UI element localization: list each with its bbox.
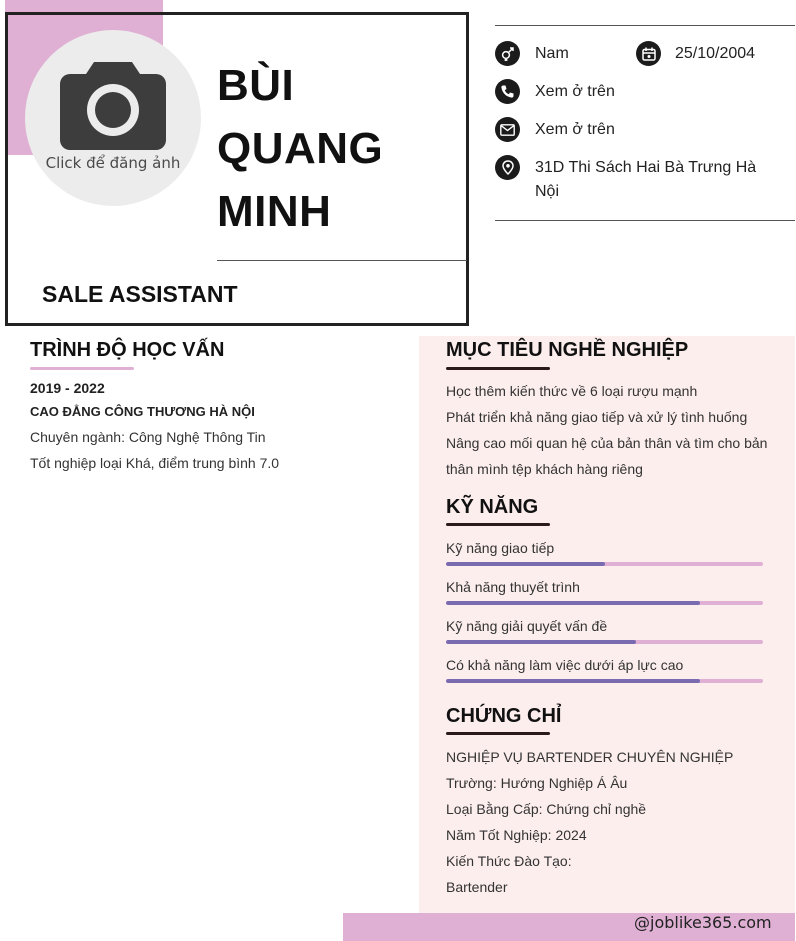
certificate-line: Loại Bằng Cấp: Chứng chỉ nghề — [446, 801, 647, 817]
contact-bottom-divider — [495, 220, 795, 221]
calendar-icon — [636, 41, 661, 66]
certificates-heading: CHỨNG CHỈ — [446, 705, 562, 727]
phone-value: Xem ở trên — [535, 83, 615, 100]
education-major: Chuyên ngành: Công Nghệ Thông Tin — [30, 429, 266, 445]
skill-label: Kỹ năng giải quyết vấn đề — [446, 618, 608, 634]
education-school: CAO ĐẲNG CÔNG THƯƠNG HÀ NỘI — [30, 404, 255, 419]
name-line: BÙI — [217, 61, 295, 110]
mail-icon — [495, 117, 520, 142]
job-title: SALE ASSISTANT — [42, 281, 238, 307]
camera-icon — [60, 58, 166, 150]
objective-heading: MỤC TIÊU NGHỀ NGHIỆP — [446, 339, 689, 361]
skill-bar-fill — [446, 640, 636, 644]
skill-label: Kỹ năng giao tiếp — [446, 540, 555, 556]
name-line: MINH — [217, 187, 332, 236]
phone-icon — [495, 79, 520, 104]
skill-bar — [446, 640, 763, 644]
education-years: 2019 - 2022 — [30, 380, 105, 396]
avatar-upload[interactable] — [25, 30, 201, 206]
skill-bar-fill — [446, 562, 605, 566]
skills-underline — [446, 523, 550, 526]
education-heading: TRÌNH ĐỘ HỌC VẤN — [30, 339, 225, 361]
certificate-line: Năm Tốt Nghiệp: 2024 — [446, 827, 587, 843]
contact-top-divider — [495, 25, 795, 26]
objective-underline — [446, 367, 550, 370]
education-underline — [30, 367, 134, 370]
skill-label: Có khả năng làm việc dưới áp lực cao — [446, 657, 684, 673]
location-icon — [495, 155, 520, 180]
skill-bar-fill — [446, 601, 700, 605]
objective-line: Học thêm kiến thức về 6 loại rượu mạnh — [446, 383, 698, 399]
skill-bar — [446, 679, 763, 683]
certificate-line: Trường: Hướng Nghiệp Á Âu — [446, 775, 628, 791]
skill-bar — [446, 562, 763, 566]
certificate-line: Bartender — [446, 879, 508, 895]
certificate-line: NGHIỆP VỤ BARTENDER CHUYÊN NGHIỆP — [446, 749, 734, 765]
photo-caption: Click để đăng ảnh — [45, 154, 181, 172]
full-name — [217, 54, 383, 243]
skill-bar — [446, 601, 763, 605]
name-line: QUANG — [217, 124, 384, 173]
objective-line: Phát triển khả năng giao tiếp và xử lý tình huống — [446, 409, 748, 425]
objective-line: Nâng cao mối quan hệ của bản thân và tìm cho bản — [446, 435, 768, 451]
skills-heading: KỸ NĂNG — [446, 496, 539, 518]
footer-watermark: @joblike365.com — [634, 913, 772, 932]
email-value: Xem ở trên — [535, 121, 615, 138]
gender-value: Nam — [535, 45, 569, 62]
gender-icon — [495, 41, 520, 66]
education-result: Tốt nghiệp loại Khá, điểm trung bình 7.0 — [30, 455, 280, 471]
certificate-line: Kiến Thức Đào Tạo: — [446, 853, 572, 869]
certificates-underline — [446, 732, 550, 735]
name-divider — [217, 260, 467, 261]
objective-line: thân mình tệp khách hàng riêng — [446, 461, 643, 477]
address-value: 31D Thi Sách Hai Bà Trưng Hà Nội — [535, 159, 757, 200]
birthday-value: 25/10/2004 — [675, 45, 756, 62]
skill-bar-fill — [446, 679, 700, 683]
skill-label: Khả năng thuyết trình — [446, 579, 580, 595]
